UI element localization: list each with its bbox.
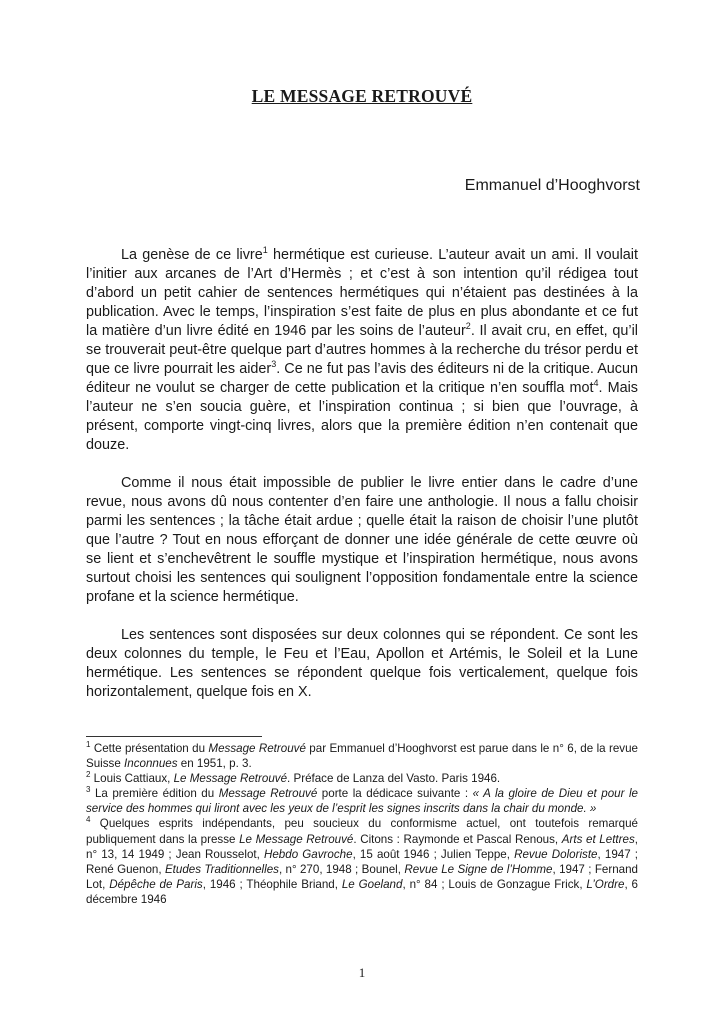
footnote-2-number: 2: [86, 770, 91, 780]
footnote-4-text-q: , n° 84 ; Louis de Gonzague Frick,: [402, 877, 587, 891]
footnote-1: [86, 741, 638, 771]
footnote-2-title: Le Message Retrouvé: [173, 772, 288, 786]
footnote-4-title: Le Message Retrouvé: [239, 832, 354, 846]
paragraph-1-part-a: La genèse de ce livre: [121, 247, 263, 263]
footnote-1-title: Message Retrouvé: [208, 742, 306, 755]
footnote-2-text-c: . Préface de Lanza del Vasto. Paris 1946.: [287, 772, 501, 786]
footnote-4-pub-etudes: Etudes Traditionnelles: [164, 862, 279, 876]
body-text: [86, 246, 638, 721]
footnote-1-text-a: Cette présentation du: [90, 742, 209, 755]
page-title: LE MESSAGE RETROUVÉ: [251, 86, 473, 106]
author-name: Emmanuel d’Hooghvorst: [464, 177, 640, 194]
footnote-ref-3: 3: [271, 359, 277, 370]
paragraph-1: [86, 246, 638, 455]
footnote-4-pub-doloriste: Revue Doloriste: [514, 847, 598, 861]
footnote-ref-4: 4: [593, 378, 599, 389]
paragraph-2: Comme il nous était impossible de publier le livre entier dans le cadre d’une revue, nous avons dû nous contenter d’en faire une anthologie. Il nous a fallu choisir parmi les sentences ; la tâche était ardue ; quelle était la raison de choisir l’une plutôt que l’autre ? Tout en nous efforçant de donner une idée générale de cette œuvre où se lient et s’enchevêtrent le souffle mystique et l’inspiration hermétique, nous avons surtout choisi les sentences qui soulignent l’opposition fondamentale entre la science profane et la science hermétique.: [86, 475, 638, 605]
footnote-4-text-s: , 6 décembre 1946: [86, 877, 639, 906]
footnote-ref-2: 2: [465, 321, 471, 332]
footnote-separator: [86, 736, 262, 737]
footnote-3-number: 3: [86, 785, 91, 795]
footnote-3-title: Message Retrouvé: [218, 787, 318, 801]
footnote-4-pub-signe: Revue Le Signe de l’Homme: [404, 862, 553, 876]
footnote-4-pub-goeland: Le Goeland: [341, 877, 403, 891]
footnote-1-text-e: en 1951, p. 3.: [177, 757, 252, 771]
footnote-3: [86, 786, 638, 816]
footnote-4-text-m: , 1947 ; Fernand Lot,: [86, 862, 639, 891]
footnote-4-pub-ordre: L’Ordre: [586, 877, 625, 891]
footnote-4-pub-hebdo: Hebdo Gavroche: [263, 847, 353, 861]
footnote-3-dedication: « A la gloire de Dieu et pour le service des hommes qui liront avec les yeux de l’esprit les signes inscrits dans la chair du monde. »: [86, 787, 639, 816]
footnote-3-text-a: La première édition du: [90, 787, 219, 801]
page-number: 1: [358, 965, 366, 980]
paragraph-1-part-e: . Mais l’auteur ne s’en soucia guère, et l’inspiration continua ; si bien que l’ouvrage, à présent, comporte vingt-cinq livres, alors que la première édition n’en contenait que douze.: [86, 380, 638, 453]
footnotes: [86, 741, 638, 907]
paragraph-1-part-c: . Il avait cru, en effet, qu’il se trouverait peut-être quelque part d’autres hommes à la recherche du trésor perdu et que ce livre pourrait les aider: [86, 323, 638, 377]
footnote-4-text-e: , n° 13, 14 1949 ; Jean Rousselot,: [86, 832, 638, 861]
footnote-4-text-c: . Citons : Raymonde et Pascal Renous,: [353, 832, 562, 846]
footnote-4-text-a: Quelques esprits indépendants, peu soucieux du conformisme actuel, ont toutefois remarqué publiquement dans la presse: [86, 817, 638, 846]
footnote-2: [86, 771, 638, 786]
footnote-1-text-c: par Emmanuel d’Hooghvorst est parue dans le n° 6, de la revue Suisse: [86, 742, 638, 771]
paragraph-1-part-b: hermétique est curieuse. L’auteur avait un ami. Il voulait l’initier aux arcanes de l’Art d’Hermès ; et c’est à son intention qu’il rédigea tout d’abord un petit cahier de sentences hermétiques qui n’étaient pas destinées à la publication. Avec le temps, l’inspiration s’est faite de plus en plus abondante et ce fut la matière d’un livre édité en 1946 par les soins de l’auteur: [86, 247, 638, 339]
paragraph-1-part-d: . Ce ne fut pas l’avis des éditeurs ni de la critique. Aucun éditeur ne voulut se charger de cette publication et la critique n’en souffla mot: [86, 361, 638, 396]
footnote-2-text-a: Louis Cattiaux,: [90, 772, 174, 786]
footnote-4-text-o: , 1946 ; Théophile Briand,: [202, 877, 342, 891]
footnote-ref-1: 1: [262, 245, 268, 256]
footnote-1-journal: Inconnues: [124, 757, 178, 771]
footnote-4-text-g: , 15 août 1946 ; Julien Teppe,: [352, 847, 515, 861]
footnote-4-pub-depeche: Dépêche de Paris: [109, 877, 203, 891]
footnote-4-pub-arts: Arts et Lettres: [561, 832, 635, 846]
footnote-3-text-c: porte la dédicace suivante :: [317, 787, 473, 801]
footnote-4: [86, 816, 638, 907]
paragraph-3: Les sentences sont disposées sur deux colonnes qui se répondent. Ce sont les deux colonnes du temple, le Feu et l’Eau, Apollon et Artémis, le Soleil et la Lune hermétique. Les sentences se répondent quelque fois verticalement, quelque fois horizontalement, quelque fois en X.: [86, 627, 638, 700]
footnote-1-number: 1: [86, 740, 91, 750]
footnote-4-text-i: , 1947 ; René Guenon,: [86, 847, 639, 876]
footnote-4-text-k: , n° 270, 1948 ; Bounel,: [278, 862, 405, 876]
footnote-4-number: 4: [86, 815, 91, 825]
